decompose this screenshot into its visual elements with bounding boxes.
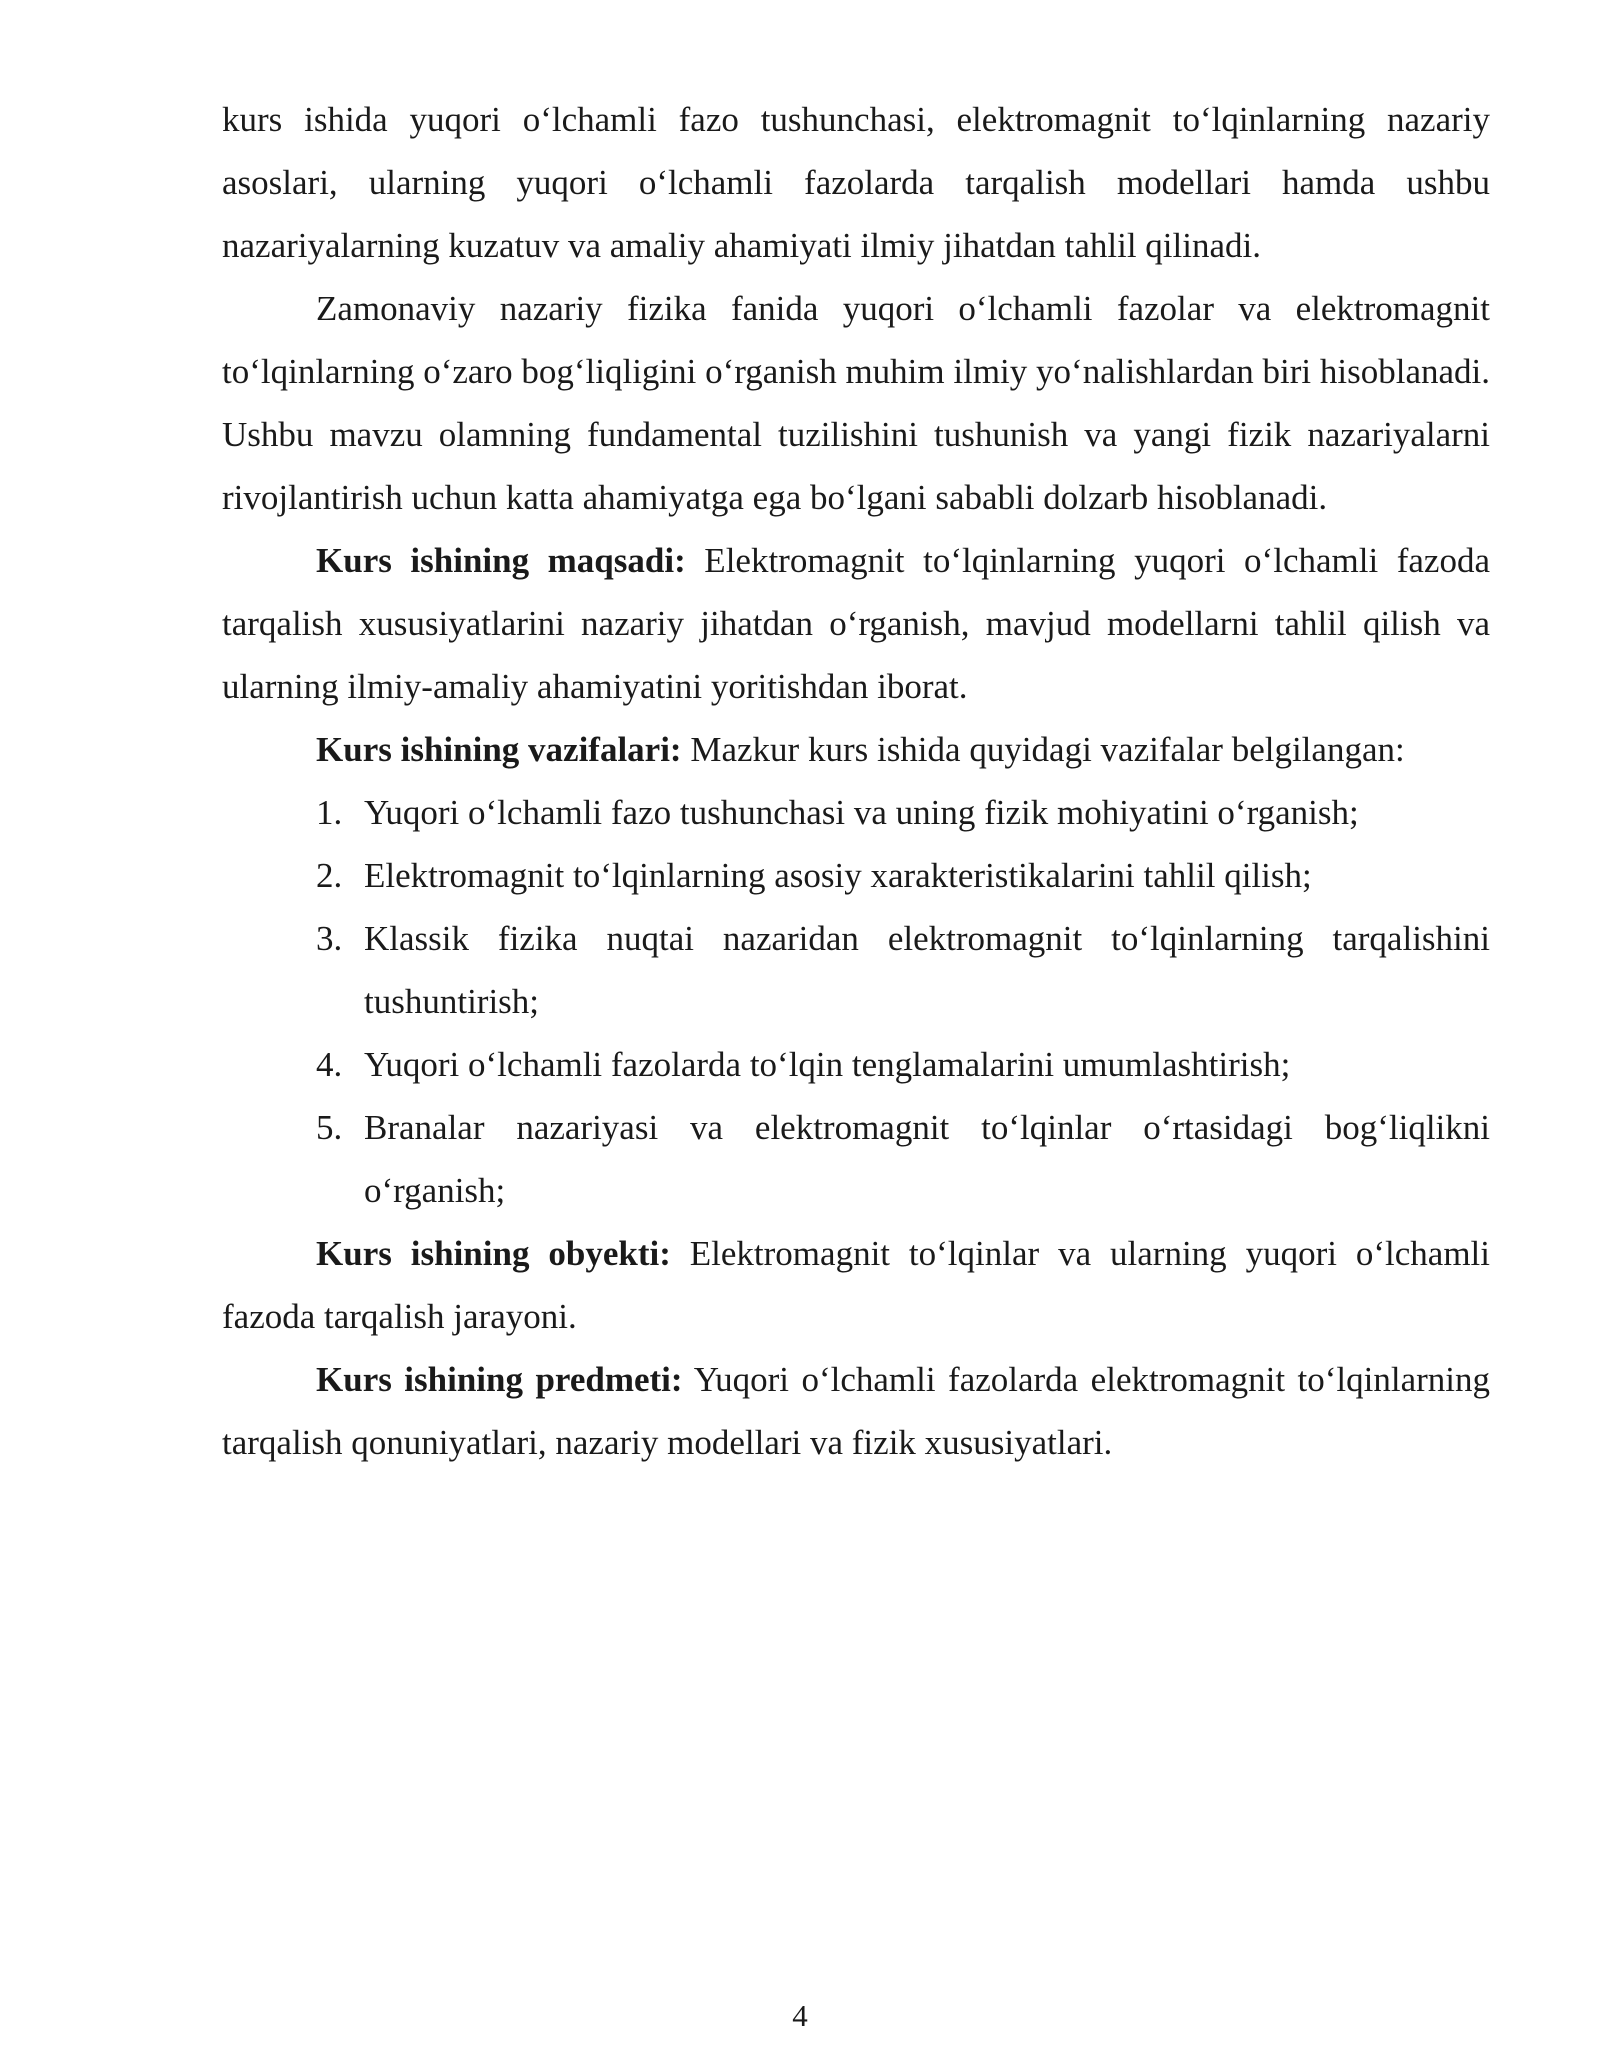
task-number: 2. (316, 856, 343, 895)
task-text: Yuqori o‘lchamli fazolarda to‘lqin tenglamalarini umumlashtirish; (364, 1045, 1291, 1084)
tasks-label: Kurs ishining vazifalari: (316, 730, 682, 769)
task-list-item (222, 1033, 1490, 1096)
task-number: 3. (316, 919, 343, 958)
task-list-item (222, 907, 1490, 1033)
task-number: 1. (316, 793, 343, 832)
object-label: Kurs ishining obyekti: (316, 1234, 671, 1273)
task-list-item (222, 1096, 1490, 1222)
goal-paragraph (222, 529, 1490, 718)
task-list (222, 781, 1490, 1222)
subject-paragraph (222, 1348, 1490, 1474)
task-text: Branalar nazariyasi va elektromagnit to‘lqinlar o‘rtasidagi bog‘liqlikni o‘rganish; (364, 1108, 1490, 1210)
task-number: 5. (316, 1108, 343, 1147)
object-text: Elektromagnit to‘lqinlar va ularning yuqori o‘lchamli fazoda tarqalish jarayoni. (222, 1234, 1490, 1336)
page-body (222, 88, 1490, 1474)
task-text: Yuqori o‘lchamli fazo tushunchasi va uning fizik mohiyatini o‘rganish; (364, 793, 1359, 832)
task-list-item (222, 781, 1490, 844)
goal-text: Elektromagnit to‘lqinlarning yuqori o‘lchamli fazoda tarqalish xususiyatlarini nazariy jihatdan o‘rganish, mavjud modellarni tahlil qilish va ularning ilmiy-amaliy ahamiyatini yoritishdan iborat. (222, 541, 1491, 706)
subject-label: Kurs ishining predmeti: (316, 1360, 683, 1399)
task-list-item (222, 844, 1490, 907)
subject-text: Yuqori o‘lchamli fazolarda elektromagnit to‘lqinlarning tarqalish qonuniyatlari, nazariy modellari va fizik xususiyatlari. (222, 1360, 1490, 1462)
object-paragraph (222, 1222, 1490, 1348)
task-text: Klassik fizika nuqtai nazaridan elektromagnit to‘lqinlarning tarqalishini tushuntirish; (364, 919, 1490, 1021)
page-number: 4 (792, 1998, 808, 2033)
intro-paragraph: kurs ishida yuqori o‘lchamli fazo tushunchasi, elektromagnit to‘lqinlarning nazariy asoslari, ularning yuqori o‘lchamli fazolarda tarqalish modellari hamda ushbu nazariyalarning kuzatuv va amaliy ahamiyati ilmiy jihatdan tahlil qilinadi. (222, 100, 1490, 265)
tasks-paragraph (222, 718, 1490, 781)
goal-label: Kurs ishining maqsadi: (316, 541, 686, 580)
task-number: 4. (316, 1045, 343, 1084)
task-text: Elektromagnit to‘lqinlarning asosiy xarakteristikalarini tahlil qilish; (364, 856, 1312, 895)
relevance-paragraph: Zamonaviy nazariy fizika fanida yuqori o‘lchamli fazolar va elektromagnit to‘lqinlarning o‘zaro bog‘liqligini o‘rganish muhim ilmiy yo‘nalishlardan biri hisoblanadi. Ushbu mavzu olamning fundamental tuzilishini tushunish va yangi fizik nazariyalarni rivojlantirish uchun katta ahamiyatga ega bo‘lgani sababli dolzarb hisoblanadi. (222, 289, 1490, 517)
tasks-intro-text: Mazkur kurs ishida quyidagi vazifalar belgilangan: (681, 730, 1405, 769)
